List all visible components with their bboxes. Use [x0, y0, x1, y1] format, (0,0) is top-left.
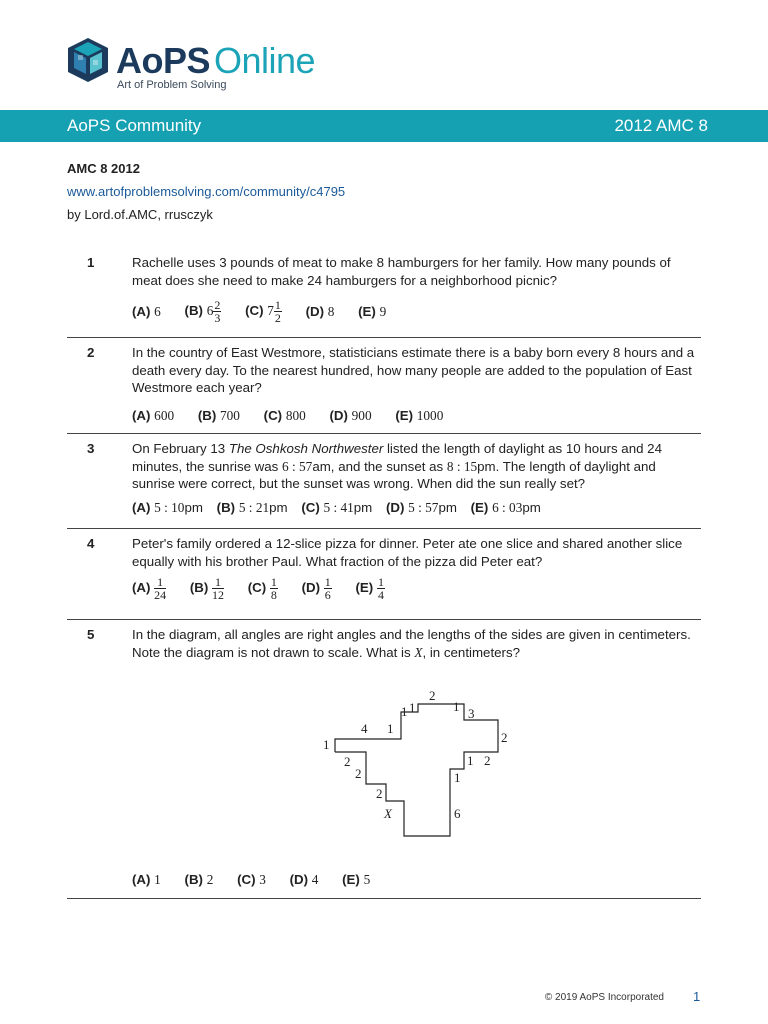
choice-e: (E) 9 — [358, 303, 387, 319]
divider — [67, 337, 701, 338]
brand-name — [116, 40, 315, 82]
choice-d: (D) 900 — [329, 408, 372, 424]
divider — [67, 898, 701, 899]
problem-number: 1 — [87, 255, 95, 270]
answer-choices — [132, 499, 702, 521]
choice-c: (C) 800 — [263, 408, 306, 424]
brand-main: AoPS — [116, 40, 211, 81]
authors: by Lord.of.AMC, rrusczyk — [67, 207, 213, 222]
choice-b: (B) 700 — [197, 408, 240, 424]
choice-c: (C) 3 — [237, 871, 266, 887]
diagram-label: 2 — [484, 753, 491, 768]
brand-subtitle: Art of Problem Solving — [117, 79, 227, 91]
choice-d: (D) 5 : 57pm — [385, 500, 457, 516]
choice-b: (B) 5 : 21pm — [216, 500, 288, 516]
banner-community-title: AoPS Community — [67, 116, 202, 135]
document-meta — [67, 157, 345, 226]
choice-d: (D) 8 — [305, 303, 335, 319]
banner-contest-title: 2012 AMC 8 — [614, 116, 708, 135]
choice-a: (A) 5 : 10pm — [132, 500, 203, 516]
diagram-label: 2 — [376, 786, 383, 801]
diagram-label: 1 — [401, 704, 408, 719]
answer-choices — [132, 407, 702, 429]
choice-c: (C) 7 $\frac{1}{2}$ — [245, 298, 281, 325]
problem-text: On February 13 The Oshkosh Northwester listed the length of daylight as 10 hours and 24 minutes, the sunrise was 6 : 57am, and the sunset as 8 : 15pm. The length of daylight and sunrise were correct, but the sunset was wrong. When did the sun really set? — [132, 441, 662, 491]
choice-e: (E) 1000 — [395, 408, 444, 424]
copyright: © 2019 AoPS Incorporated — [544, 992, 664, 1003]
answer-choices — [132, 576, 702, 610]
problem-number: 3 — [87, 441, 95, 456]
choice-b: (B) 6 $\frac{2}{3}$ — [184, 298, 221, 325]
problem-number: 2 — [87, 345, 95, 360]
diagram-label: 6 — [454, 806, 461, 821]
diagram-label: 1 — [453, 699, 460, 714]
choice-a: (A) 600 — [132, 408, 175, 424]
choice-d: (D) 4 — [289, 871, 319, 887]
answer-choices — [132, 870, 702, 892]
problem-text: In the diagram, all angles are right angles and the lengths of the sides are given in centimeters. Note the diagram is not drawn to scale. What is X, in centimeters? — [132, 627, 691, 660]
diagram-label: 3 — [468, 706, 475, 721]
problem-5-diagram — [300, 678, 530, 848]
choice-c: (C) 5 : 41pm — [301, 500, 373, 516]
choice-b: (B) 2 — [184, 871, 214, 887]
document-title: AMC 8 2012 — [67, 161, 140, 176]
diagram-label: 1 — [454, 770, 461, 785]
diagram-label: 2 — [501, 730, 508, 745]
choice-a: (A) 1 — [132, 871, 161, 887]
diagram-label: X — [384, 806, 392, 821]
answer-choices — [132, 298, 702, 325]
diagram-label: 2 — [429, 688, 436, 703]
diagram-label: 1 — [467, 753, 474, 768]
problem-text: Peter's family ordered a 12-slice pizza for dinner. Peter ate one slice and shared another slice equally with his brother Paul. What fraction of the pizza did Peter eat? — [132, 536, 683, 569]
problem-text: In the country of East Westmore, statisticians estimate there is a baby born every 8 hours and a death every day. To the nearest hundred, how many people are added to the population of East Westmore each year? — [132, 345, 695, 395]
diagram-label: 1 — [323, 737, 330, 752]
choice-c: (C) $\frac{1}{8}$ — [247, 575, 277, 602]
diagram-label: 1 — [387, 721, 394, 736]
divider — [67, 619, 701, 620]
problem-text: Rachelle uses 3 pounds of meat to make 8 hamburgers for her family. How many pounds of meat does she need to make 24 hamburgers for a neighborhood picnic? — [132, 255, 671, 288]
brand-online: Online — [214, 40, 316, 81]
diagram-label: 1 — [409, 700, 416, 715]
choice-b: (B) $\frac{1}{12}$ — [189, 575, 225, 602]
choice-e: (E) 5 — [342, 871, 371, 887]
choice-e: (E) 6 : 03pm — [470, 500, 541, 516]
page-number: 1 — [693, 989, 701, 1004]
choice-a: (A) $\frac{1}{24}$ — [132, 575, 167, 602]
choice-d: (D) $\frac{1}{6}$ — [301, 575, 331, 602]
diagram-label: 2 — [355, 766, 362, 781]
header-banner — [0, 110, 768, 142]
community-link[interactable]: www.artofproblemsolving.com/community/c4795 — [67, 184, 346, 199]
choice-a: (A) 6 — [132, 303, 161, 319]
problem-number: 4 — [87, 536, 95, 551]
diagram-label: 2 — [344, 754, 351, 769]
divider — [67, 528, 701, 529]
problem-number: 5 — [87, 627, 95, 642]
divider — [67, 433, 701, 434]
diagram-label: 4 — [361, 721, 368, 736]
choice-e: (E) $\frac{1}{4}$ — [355, 575, 384, 602]
